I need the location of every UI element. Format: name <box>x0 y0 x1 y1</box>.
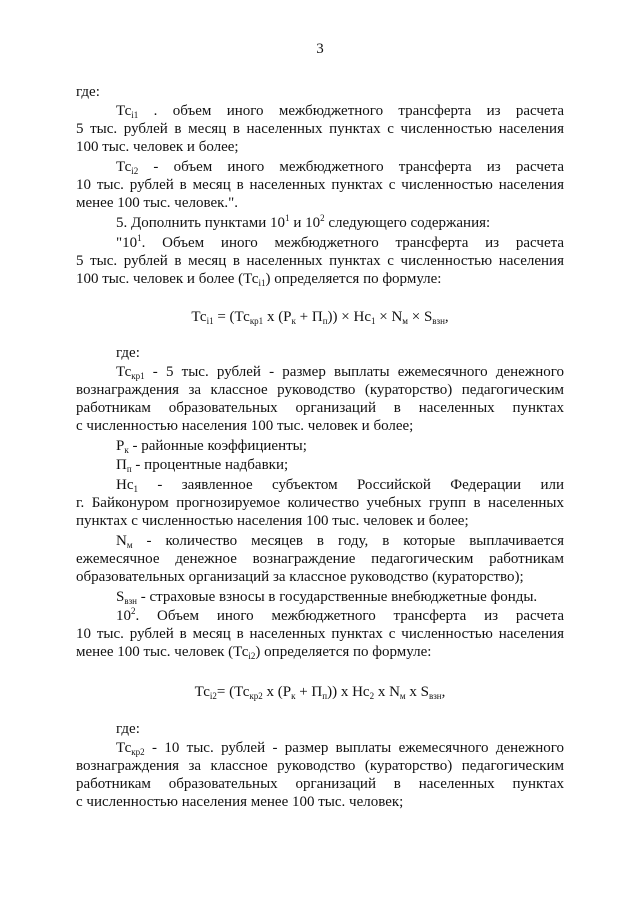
line-gde-2 <box>116 344 564 362</box>
line-text <box>76 138 564 156</box>
line-pp-def <box>116 456 564 474</box>
subscript: м <box>399 691 406 701</box>
line-gde-3 <box>116 720 564 738</box>
subscript: м <box>402 316 408 326</box>
subscript: п <box>126 464 132 474</box>
line-tckr2-def <box>116 739 564 757</box>
line-text <box>76 417 564 435</box>
line-text <box>76 252 564 270</box>
text-run: )) × Нс <box>327 309 371 325</box>
subscript: 1 <box>370 316 376 326</box>
line-nc1-def <box>116 476 564 494</box>
text-run: с численностью населения менее 100 тыс. человек; <box>76 794 404 810</box>
text-run: где: <box>116 721 140 737</box>
text-run: Р <box>116 438 125 454</box>
line-tci2-def <box>116 158 564 176</box>
text-run: ) определяется по формуле: <box>265 271 442 287</box>
line-text <box>76 793 564 811</box>
text-run: вознаграждения за классное руководство (кураторство) педагогическим <box>76 382 564 398</box>
subscript: i2 <box>248 651 256 661</box>
text-run: х N <box>374 684 400 700</box>
subscript: к <box>291 316 296 326</box>
text-run: ) определяется по формуле: <box>255 644 432 660</box>
text-run: Нс <box>116 477 134 493</box>
subscript: м <box>126 540 133 550</box>
text-run: × S <box>407 309 433 325</box>
text-run: ежемесячное денежное вознаграждение педагогическим работникам <box>76 551 564 567</box>
text-run: 5. Дополнить пунктами 10 <box>116 215 286 231</box>
line-text <box>76 176 564 194</box>
text-run: + П <box>295 309 323 325</box>
line-nm-def <box>116 532 564 550</box>
superscript: 2 <box>320 213 325 223</box>
text-run: следующего содержания: <box>324 215 491 231</box>
subscript: п <box>322 691 328 701</box>
text-run: - объем иного межбюджетного трансферта из расчета <box>138 159 564 175</box>
subscript: i2 <box>209 691 217 701</box>
text-run: П <box>116 457 127 473</box>
line-text <box>76 194 564 212</box>
text-run: - заявленное субъектом Российской Федерации или <box>138 477 564 493</box>
text-run: работникам образовательных организаций в населенных пунктах <box>76 400 564 416</box>
superscript: 1 <box>137 233 142 243</box>
line-text <box>76 568 564 586</box>
line-svzn-def <box>116 588 564 606</box>
text-run: - 5 тыс. рублей - размер выплаты ежемесячного денежного <box>144 364 564 380</box>
superscript: 2 <box>131 606 136 616</box>
text-run: - количество месяцев в году, в которые выплачивается <box>132 533 564 549</box>
line-text <box>76 120 564 138</box>
text-run: 10 тыс. рублей в месяц в населенных пунктах с численностью населения <box>76 177 564 193</box>
text-run: - районные коэффициенты; <box>128 438 307 454</box>
text-run: 10 <box>116 608 131 624</box>
subscript: кр2 <box>131 747 145 757</box>
line-text <box>76 270 564 288</box>
text-run: вознаграждения за классное руководство (кураторство) педагогическим <box>76 758 564 774</box>
subscript: кр1 <box>249 316 264 326</box>
text-run: = (Тс <box>213 309 250 325</box>
text-run: "10 <box>116 235 138 251</box>
text-run: 5 тыс. рублей в месяц в населенных пунктах с численностью населения <box>76 121 564 137</box>
text-run: где: <box>76 84 100 100</box>
text-run: - 10 тыс. рублей - размер выплаты ежемесячного денежного <box>144 740 564 756</box>
text-run: . объем иного межбюджетного трансферта из расчета <box>138 103 564 119</box>
line-gde-1 <box>76 83 564 101</box>
text-run: х (Р <box>262 684 292 700</box>
text-run: 100 тыс. человек и более; <box>76 139 239 155</box>
subscript: п <box>322 316 328 326</box>
text-run: Тс <box>116 740 132 756</box>
text-run: - страховые взносы в государственные внебюджетные фонды. <box>136 589 538 605</box>
subscript: кр2 <box>249 691 263 701</box>
text-run: + П <box>295 684 323 700</box>
text-run: г. Байконуром прогнозируемое количество учебных групп в населенных <box>76 495 564 511</box>
subscript: взн <box>432 316 445 326</box>
line-item-10-1 <box>116 234 564 252</box>
page-number: 3 <box>316 41 324 57</box>
line-tci1-def <box>116 102 564 120</box>
subscript: i1 <box>206 316 214 326</box>
text-run: × N <box>375 309 403 325</box>
line-text <box>76 381 564 399</box>
subscript: i2 <box>131 166 139 176</box>
line-text <box>76 757 564 775</box>
text-run: и 10 <box>289 215 321 231</box>
line-text <box>76 643 564 661</box>
line-item-10-2 <box>116 607 564 625</box>
text-run: менее 100 тыс. человек.". <box>76 195 239 211</box>
text-run: , <box>444 309 449 325</box>
text-run: 10 тыс. рублей в месяц в населенных пунктах с численностью населения <box>76 626 564 642</box>
subscript: к <box>291 691 296 701</box>
line-text <box>76 399 564 417</box>
line-tckr1-def <box>116 363 564 381</box>
text-run: Тс <box>194 684 210 700</box>
line-text <box>76 775 564 793</box>
line-text <box>76 512 564 530</box>
superscript: 1 <box>285 213 290 223</box>
text-run: 5 тыс. рублей в месяц в населенных пунктах с численностью населения <box>76 253 564 269</box>
line-text <box>76 494 564 512</box>
text-run: Тс <box>116 103 132 119</box>
text-run: N <box>116 533 127 549</box>
text-run: пунктах с численностью населения 100 тыс. человек и более; <box>76 513 469 529</box>
subscript: к <box>124 445 129 455</box>
line-text <box>76 625 564 643</box>
text-run: S <box>116 589 125 605</box>
text-run: )) х Нс <box>327 684 370 700</box>
text-run: х S <box>405 684 429 700</box>
subscript: 1 <box>133 484 138 494</box>
text-run: х (Р <box>263 309 292 325</box>
line-item-5 <box>116 214 564 232</box>
subscript: 2 <box>369 691 375 701</box>
subscript: i1 <box>131 110 139 120</box>
subscript: кр1 <box>131 371 145 381</box>
text-run: Тс <box>116 364 132 380</box>
line-rk-def <box>116 437 564 455</box>
subscript: взн <box>124 596 137 606</box>
text-run: Тс <box>116 159 132 175</box>
text-run: . Объем иного межбюджетного трансферта из расчета <box>141 235 564 251</box>
subscript: взн <box>428 691 442 701</box>
text-run: - процентные надбавки; <box>131 457 289 473</box>
text-run: где: <box>116 345 140 361</box>
line-text <box>76 550 564 568</box>
text-run: Тс <box>191 309 207 325</box>
text-run: = (Тс <box>216 684 250 700</box>
text-run: образовательных организаций за классное руководство (кураторство); <box>76 569 524 585</box>
text-run: работникам образовательных организаций в населенных пунктах <box>76 776 564 792</box>
text-run: , <box>441 684 446 700</box>
subscript: i1 <box>258 278 266 288</box>
formula-2 <box>0 683 640 701</box>
formula-1 <box>0 308 640 326</box>
text-run: 100 тыс. человек и более (Тс <box>76 271 259 287</box>
text-run: с численностью населения 100 тыс. человек и более; <box>76 418 414 434</box>
text-run: менее 100 тыс. человек (Тс <box>76 644 249 660</box>
text-run: . Объем иного межбюджетного трансферта из расчета <box>135 608 564 624</box>
